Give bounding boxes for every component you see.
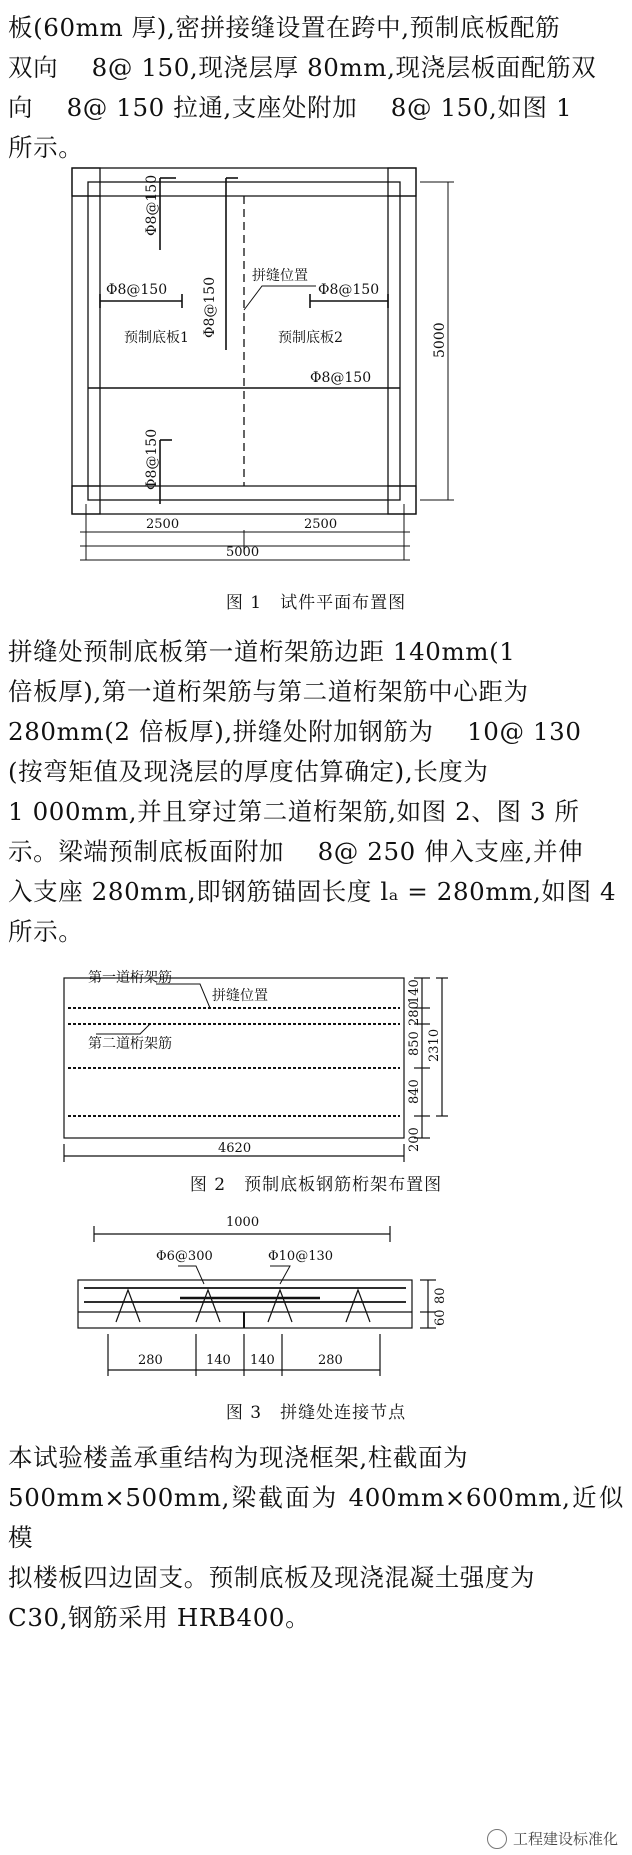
truss-web bbox=[268, 1290, 292, 1322]
text-line: 所示。 bbox=[8, 133, 84, 162]
dim-label: 200 bbox=[407, 1127, 422, 1152]
text-line: 本试验楼盖承重结构为现浇框架,柱截面为 bbox=[8, 1443, 469, 1472]
text-line: 280mm(2 倍板厚),拼缝处附加钢筋为 10@ 130 bbox=[8, 717, 582, 746]
dim-height: 5000 bbox=[432, 322, 448, 358]
seam-label: 拼缝位置 bbox=[212, 988, 268, 1004]
dim-60: 60 bbox=[433, 1309, 448, 1326]
text-line: 所示。 bbox=[8, 917, 84, 946]
dim-left: 2500 bbox=[146, 517, 180, 532]
figure-3-seam-joint bbox=[0, 1204, 632, 1394]
truss-2-label: 第二道桁架筋 bbox=[88, 1036, 172, 1052]
truss-web bbox=[346, 1290, 370, 1322]
panel-1-label: 预制底板1 bbox=[124, 330, 189, 346]
text-line: 1 000mm,并且穿过第二道桁架筋,如图 2、图 3 所 bbox=[8, 797, 580, 826]
dim-bottom: 280 bbox=[138, 1353, 163, 1368]
watermark bbox=[487, 1828, 618, 1849]
text-line: 拼缝处预制底板第一道桁架筋边距 140mm(1 bbox=[8, 637, 516, 666]
rebar-label: Φ8@150 bbox=[318, 282, 380, 298]
paragraph-2 bbox=[8, 632, 624, 952]
rebar-label: Φ8@150 bbox=[144, 174, 160, 236]
figure-1-caption: 图 1 试件平面布置图 bbox=[225, 593, 407, 613]
dim-total-vertical: 2310 bbox=[427, 1028, 442, 1062]
wechat-icon bbox=[487, 1829, 507, 1849]
dim-right: 2500 bbox=[304, 517, 338, 532]
dim-total: 5000 bbox=[226, 545, 260, 560]
figure-3-caption: 图 3 拼缝处连接节点 bbox=[225, 1403, 407, 1423]
text-line: 入支座 280mm,即钢筋锚固长度 lₐ = 280mm,如图 4 bbox=[8, 877, 617, 906]
text-line: 示。梁端预制底板面附加 8@ 250 伸入支座,并伸 bbox=[8, 837, 584, 866]
figure-1-plan-layout bbox=[0, 160, 632, 600]
rebar-label: Φ8@150 bbox=[202, 276, 218, 338]
rebar-label: Φ10@130 bbox=[268, 1249, 334, 1264]
figure-2-truss-layout bbox=[0, 968, 632, 1164]
watermark-text: 工程建设标准化 bbox=[512, 1830, 618, 1848]
text-line: 倍板厚),第一道桁架筋与第二道桁架筋中心距为 bbox=[8, 677, 529, 706]
text-line: C30,钢筋采用 HRB400。 bbox=[8, 1603, 311, 1632]
rebar-label: Φ6@300 bbox=[156, 1249, 213, 1264]
text-line: 500mm×500mm,梁截面为 400mm×600mm,近似模 bbox=[8, 1483, 624, 1552]
paragraph-3 bbox=[8, 1438, 624, 1638]
dim-label: 850 bbox=[407, 1031, 422, 1056]
text-line: 板(60mm 厚),密拼接缝设置在跨中,预制底板配筋 bbox=[8, 13, 561, 42]
seam-label: 拼缝位置 bbox=[252, 268, 308, 284]
dim-bottom: 140 bbox=[250, 1353, 275, 1368]
truss-web bbox=[196, 1290, 220, 1322]
paragraph-1 bbox=[8, 8, 624, 168]
text-line: (按弯矩值及现浇层的厚度估算确定),长度为 bbox=[8, 757, 489, 786]
dim-bottom: 140 bbox=[206, 1353, 231, 1368]
dim-label: 280 bbox=[407, 1001, 422, 1026]
rebar-label: Φ8@150 bbox=[310, 370, 372, 386]
text-line: 向 8@ 150 拉通,支座处附加 8@ 150,如图 1 bbox=[8, 93, 573, 122]
rebar-label: Φ8@150 bbox=[106, 282, 168, 298]
figure-2-caption: 图 2 预制底板钢筋桁架布置图 bbox=[189, 1175, 443, 1195]
truss-web bbox=[116, 1290, 140, 1322]
dim-total-horizontal: 4620 bbox=[218, 1141, 252, 1156]
panel-2-label: 预制底板2 bbox=[278, 330, 343, 346]
dim-bottom: 280 bbox=[318, 1353, 343, 1368]
dim-80: 80 bbox=[433, 1287, 448, 1304]
truss-1-label: 第一道桁架筋 bbox=[88, 970, 172, 986]
dim-label: 840 bbox=[407, 1079, 422, 1104]
dim-top: 1000 bbox=[226, 1215, 260, 1230]
rebar-label: Φ8@150 bbox=[144, 428, 160, 490]
dim-label: 140 bbox=[407, 979, 422, 1004]
text-line: 拟楼板四边固支。预制底板及现浇混凝土强度为 bbox=[8, 1563, 536, 1592]
text-line: 双向 8@ 150,现浇层厚 80mm,现浇层板面配筋双 bbox=[8, 53, 597, 82]
